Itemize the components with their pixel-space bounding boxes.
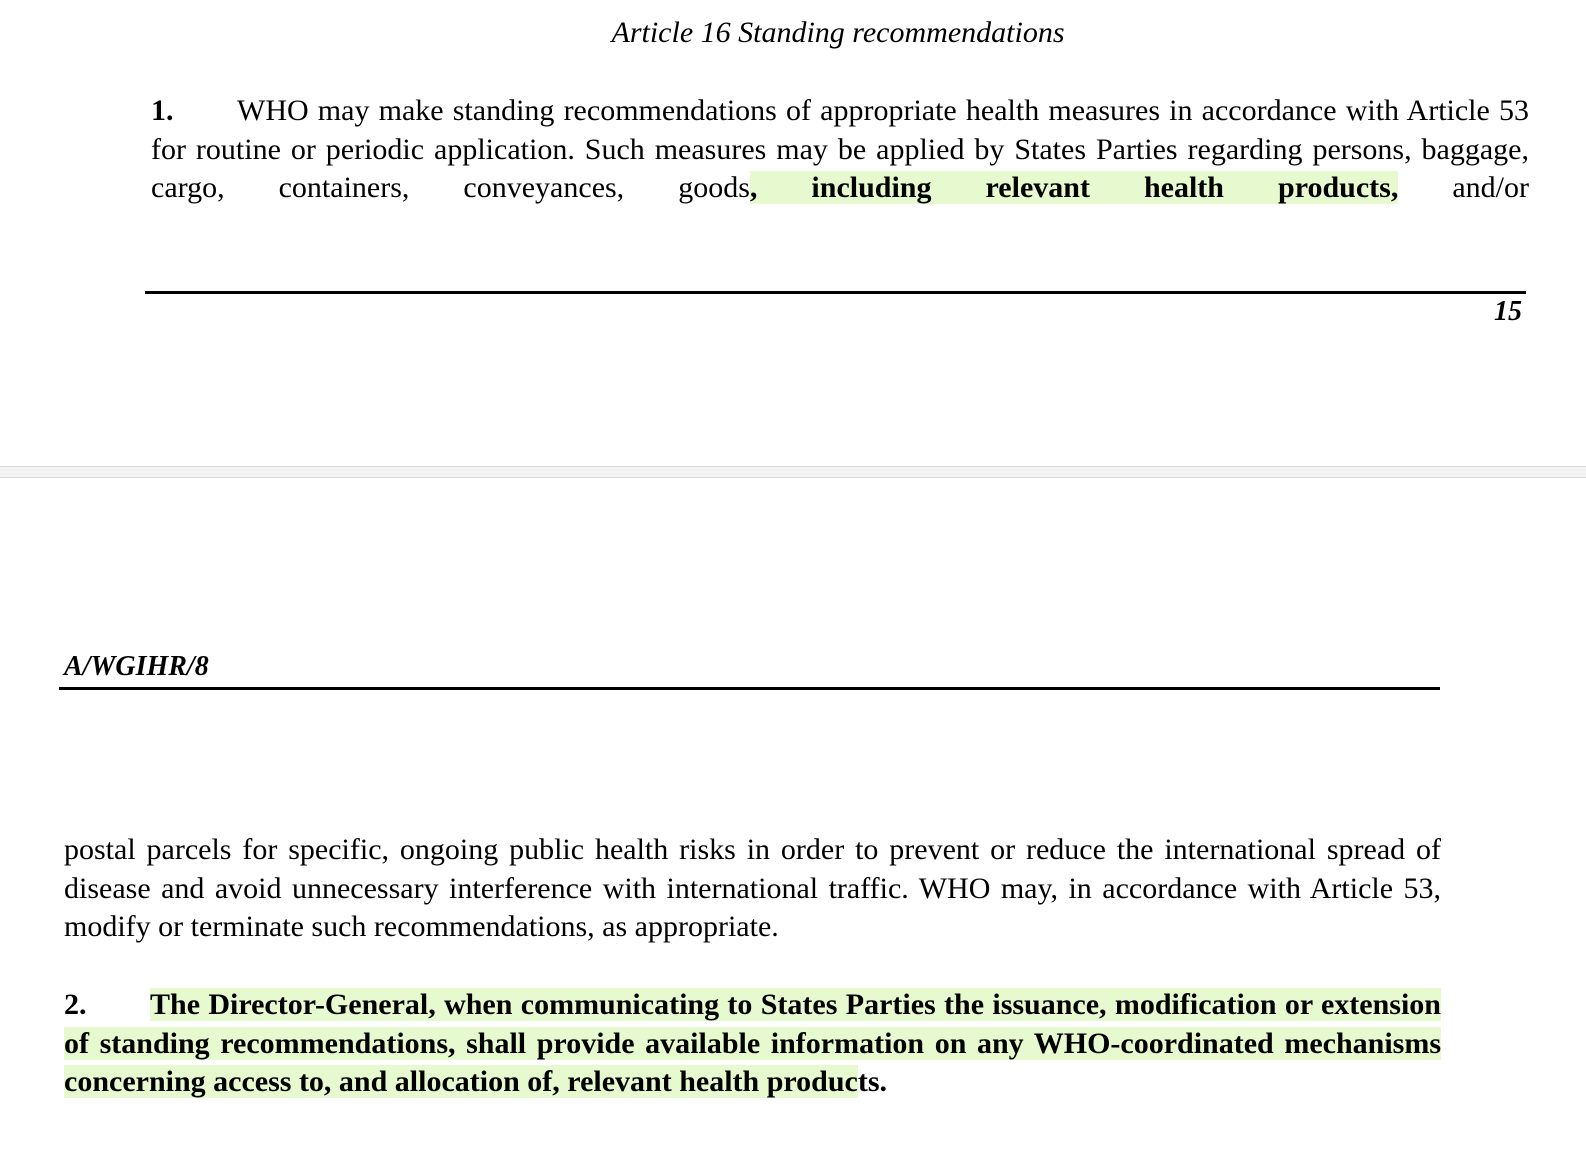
document-reference: A/WGIHR/8 (64, 651, 209, 682)
page-break-gap (0, 466, 1586, 478)
highlighted-amendment-text: The Director-General, when communicating to States Parties the issuance, modification or extension of standing recommendations, shall provide available information on any WHO-coordinated mechanisms concerning access to, and allocation of, relevant health produc (64, 988, 1441, 1098)
header-rule (59, 687, 1440, 690)
page-number: 15 (1494, 296, 1522, 327)
footer-rule (145, 291, 1526, 294)
paragraph-number: 2. (64, 988, 87, 1021)
paragraph-1-continued: postal parcels for specific, ongoing public health risks in order to prevent or reduce the international spread of disease and avoid unnecessary interference with international traffic. WHO may, in accordance with Article 53, modify or terminate such recommendations, as appropriate. (64, 833, 1441, 943)
paragraph-1 (151, 92, 1529, 208)
document-page-top (0, 0, 1586, 466)
paragraph-2 (64, 986, 1441, 1102)
paragraph-text-tail: and/or (1398, 171, 1530, 204)
document-page-bottom (0, 478, 1586, 1150)
paragraph-text-tail: ts. (857, 1065, 888, 1098)
paragraph-number: 1. (151, 94, 174, 127)
highlighted-amendment-text: , including relevant health products, (749, 171, 1399, 204)
paragraph-text: WHO may make standing recommendations of appropriate health measures in accordance with Article 53 for routine or periodic application. Such measures may be applied by States Parties regarding persons, baggage, cargo, containers, conveyances, goods (151, 94, 1529, 204)
article-title: Article 16 Standing recommendations (611, 16, 1065, 49)
